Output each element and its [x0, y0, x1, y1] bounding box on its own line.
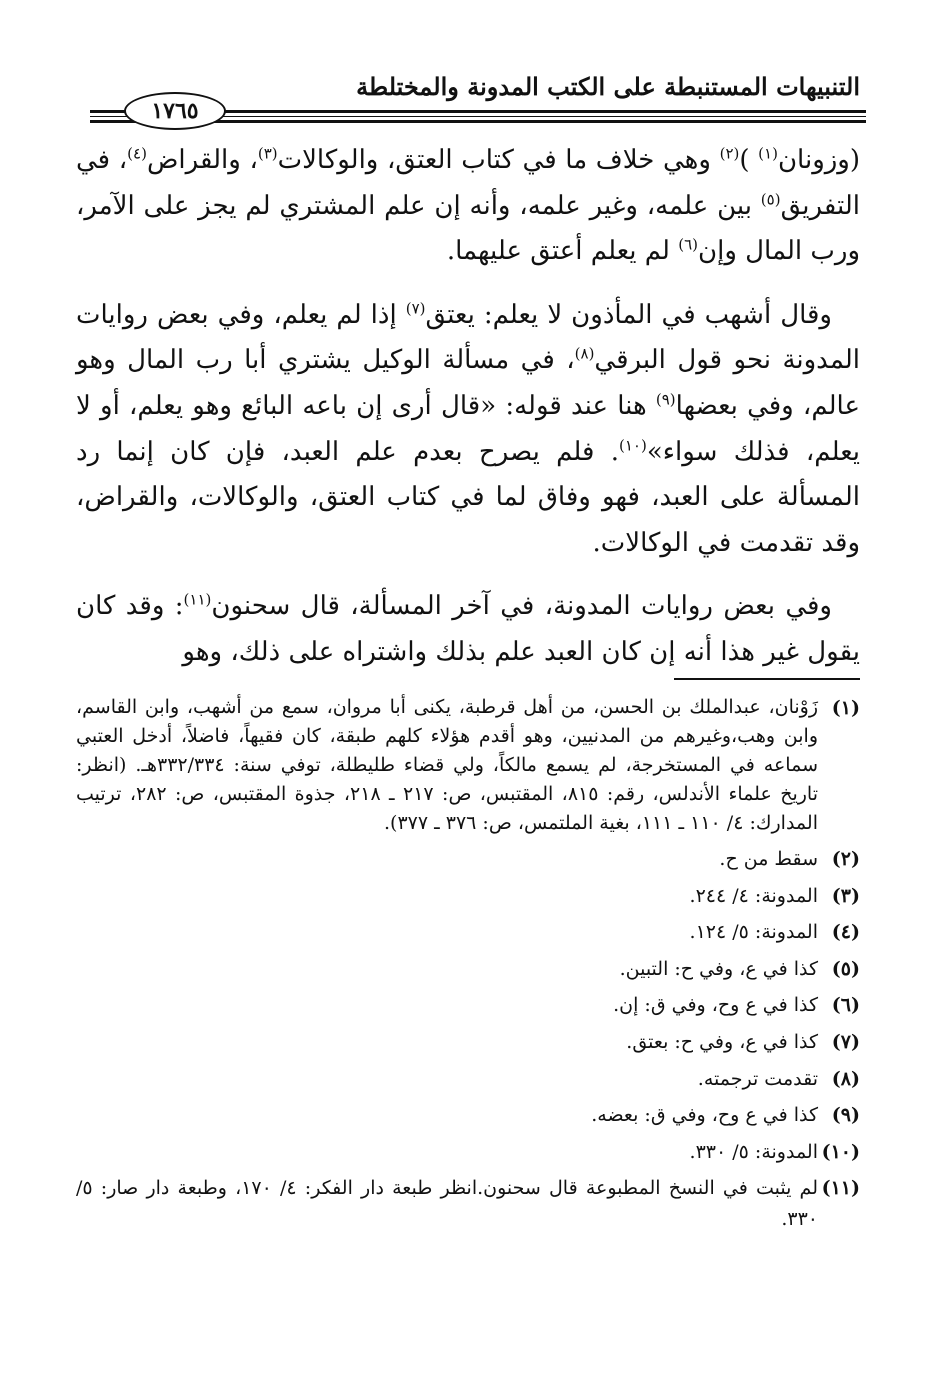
footnote-item [76, 1027, 860, 1058]
footnote-number: (٢) [831, 848, 860, 870]
footnote-number: (٣) [831, 884, 860, 907]
footnote-ref: (١٠) [619, 435, 647, 454]
footnote-text: كذا في ع وح، وفي ق: إن. [613, 994, 818, 1017]
footnote-ref: (٩) [655, 390, 676, 409]
text-run: ) [739, 145, 759, 175]
footnote-number: (٨) [831, 1067, 860, 1090]
footnote-number: (٦) [831, 994, 860, 1017]
text-run: ، في التفريق [76, 145, 860, 221]
footnote-text: لم يثبت في النسخ المطبوعة قال سحنون.انظر طبعة دار الفكر: ٤/ ١٧٠، وطبعة دار صار: ٥/ ٣٣٠. [76, 1177, 818, 1230]
footnote-ref: (١) [758, 144, 778, 163]
footnote-separator [674, 678, 860, 680]
footnote-item [76, 693, 860, 838]
text-run: ، في مسألة الوكيل يشتري أبا رب المال وهو عالم، وفي بعضها [76, 345, 860, 421]
footnote-text: كذا في ع، وفي ح: بعتق. [626, 1030, 818, 1053]
body-text [76, 138, 860, 694]
footnote-ref: (٢) [719, 144, 740, 163]
text-run: ، والقراض [146, 145, 258, 175]
text-run: وقال أشهب في المأذون لا يعلم: يعتق [425, 299, 832, 330]
footnote-number: (٩) [831, 1104, 860, 1127]
footnote-item [76, 990, 860, 1021]
text-run: (وزونان [777, 145, 860, 175]
footnotes-list [76, 693, 860, 1241]
text-run: وهي خلاف ما في كتاب العتق، والوكالات [277, 145, 720, 175]
footnote-item [76, 1100, 860, 1131]
running-title: التنبيهات المستنبطة على الكتب المدونة والمختلطة [356, 72, 860, 101]
text-run: هنا عند قوله: «قال أرى إن باعه البائع وهو يعلم، أو لا يعلم، فذلك سواء» [76, 390, 860, 467]
footnote-number: (٥) [831, 957, 860, 980]
footnote-ref: (٦) [678, 235, 699, 254]
footnote-ref: (٤) [127, 144, 147, 163]
footnote-text: المدونة: ٥/ ١٢٤. [689, 921, 818, 944]
footnote-text: المدونة: ٤/ ٢٤٤. [689, 884, 818, 907]
paragraph [76, 584, 860, 675]
page-number: ١٧٦٥ [124, 92, 226, 130]
footnote-text: زَوْنان، عبدالملك بن الحسن، من أهل قرطبة، يكنى أبا مروان، سمع من أشهب، وابن القاسم، وابن وهب،وغيرهم من المدنيين، وهو أقدم هؤلاء كلهم طبقة، كان فقيهاً، فاضلاً، أدخل العتبي سماعه في المستخرجة، لم يسمع مالكاً، ولي قضاء طليطلة، توفي سنة: ٣٣٢/٣٣٤هـ. (انظر: تاريخ علماء الأندلس، رقم: ٨١٥، المقتبس، ص: ٢١٧ ـ ٢١٨، جذوة المقتبس، ص: ٢٨٢، ترتيب المدارك: ٤/ ١١٠ ـ ١١١، بغية الملتمس، ص: ٣٧٦ ـ ٣٧٧). [76, 696, 818, 834]
footnote-number: (١١) [821, 1177, 860, 1200]
footnote-number: (١٠) [821, 1140, 860, 1163]
footnote-text: تقدمت ترجمته. [697, 1067, 818, 1090]
text-run: بين علمه، وغير علمه، وأنه إن علم المشتري لم يجز على الآمر، ورب المال وإن [76, 190, 860, 267]
footnote-text: المدونة: ٥/ ٣٣٠. [689, 1140, 818, 1163]
footnote-text: سقط من ح. [719, 848, 818, 870]
paragraph [76, 293, 860, 567]
text-run: وفي بعض روايات المدونة، في آخر المسألة، قال سحنون [211, 591, 832, 622]
paragraph [76, 138, 860, 275]
footnote-ref: (٨) [574, 344, 595, 363]
footnote-item [76, 917, 860, 948]
footnote-item [76, 1064, 860, 1095]
text-run: إذا لم يعلم، وفي بعض روايات المدونة نحو قول البرقي [76, 299, 860, 376]
text-run: . فلم يصرح بعدم علم العبد، فإن كان إنما رد المسألة على العبد، فهو وفاق لما في كتاب العتق، والوكالات، والقراض، وقد تقدمت في الوكالات. [76, 436, 860, 558]
footnote-number: (٧) [831, 1030, 860, 1053]
footnote-text: كذا في ع وح، وفي ق: بعضه. [591, 1104, 818, 1127]
footnote-ref: (٣) [257, 144, 278, 163]
footnote-item [76, 1137, 860, 1168]
footnote-item [76, 954, 860, 985]
footnote-number: (١) [831, 697, 860, 719]
text-run: لم يعلم أعتق عليهما. [446, 236, 679, 267]
footnote-ref: (٥) [760, 189, 781, 208]
footnote-text: كذا في ع، وفي ح: التبين. [619, 957, 818, 980]
footnote-item [76, 881, 860, 912]
footnote-number: (٤) [831, 921, 860, 944]
footnote-item [76, 844, 860, 875]
footnote-ref: (٧) [405, 299, 426, 318]
text-run: : وقد كان يقول غير هذا أنه إن كان العبد علم بذلك واشتراه على ذلك، وهو [76, 591, 860, 667]
footnote-ref: (١١) [183, 590, 212, 609]
footnote-item [76, 1173, 860, 1234]
